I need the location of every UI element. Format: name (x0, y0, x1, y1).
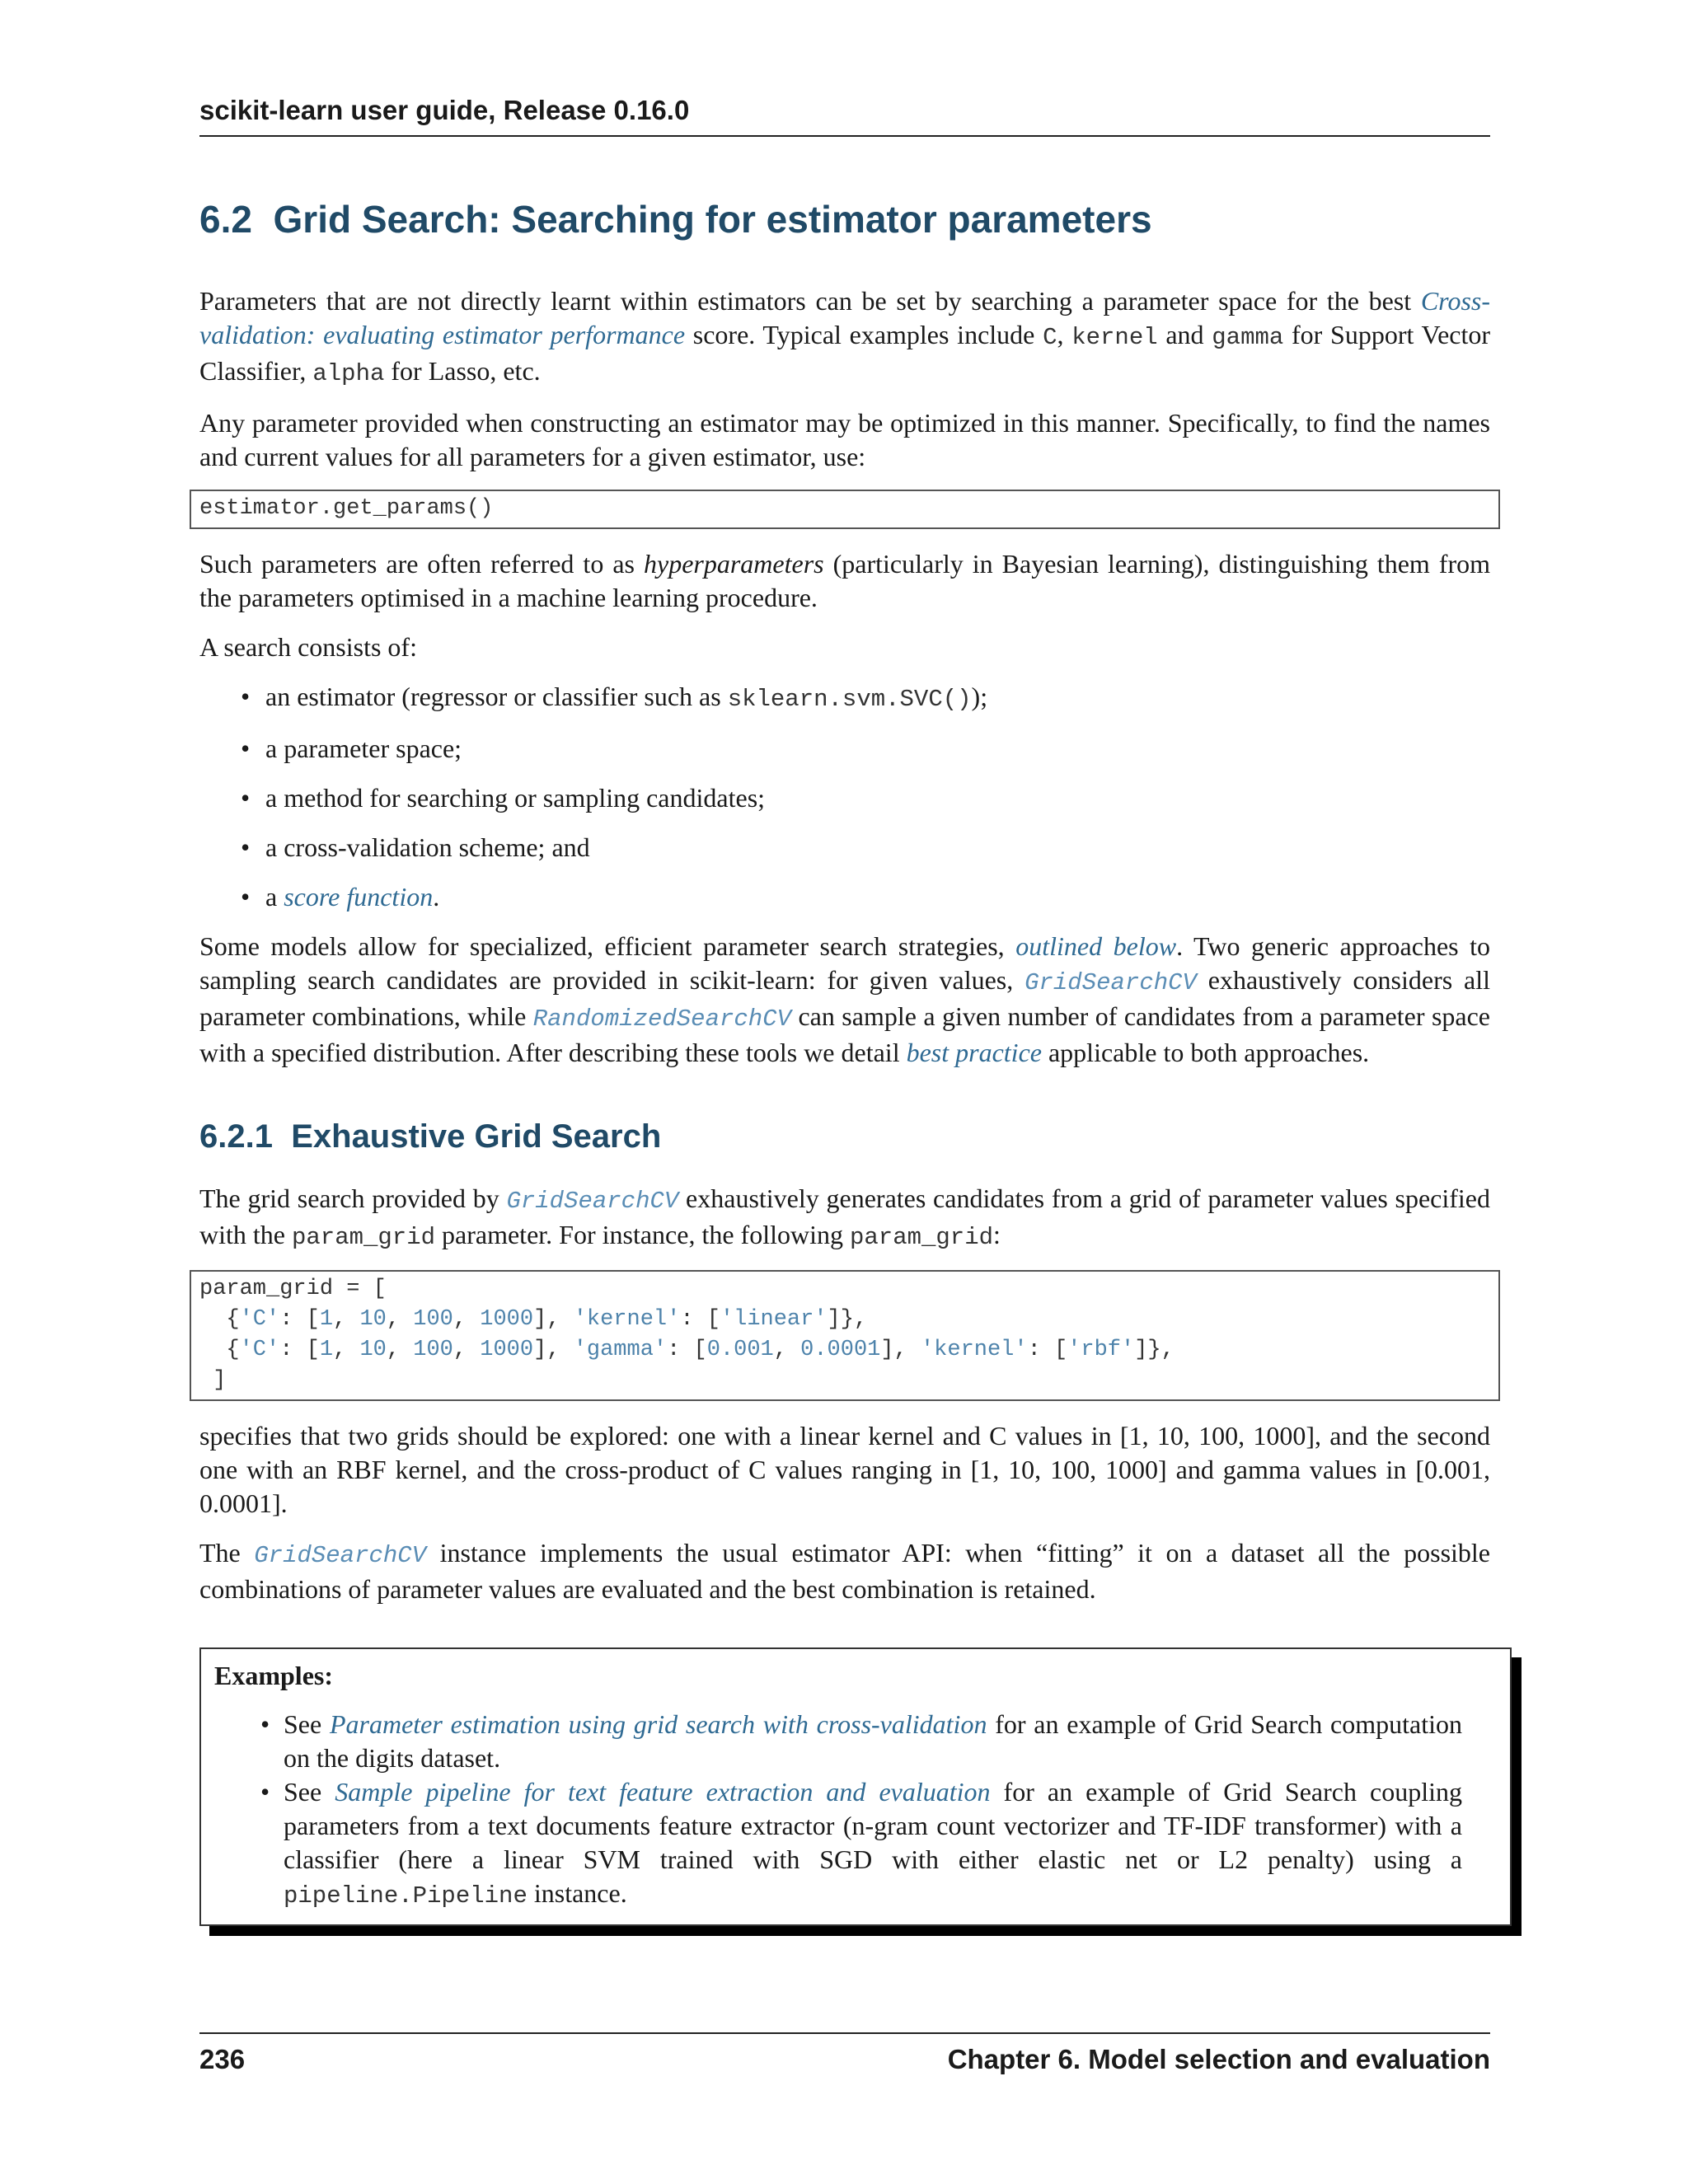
grids-explanation-paragraph: specifies that two grids should be explored: one with a linear kernel and C values in [1, 10, 100, 1000], and the second one with an RBF kernel, and the cross-product of C values ranging in [1, 10, 100, 1000] and gamma values in [0.001, 0.0001]. (199, 1421, 1490, 1518)
list-item (265, 680, 1490, 716)
gridsearchcv-link[interactable]: GridSearchCV (1025, 969, 1197, 996)
subsection-number: 6.2.1 (199, 1118, 273, 1155)
intro-paragraph (199, 284, 1490, 391)
text: . Two generic approaches to sampling search candidates are provided in scikit-learn: for given values, (199, 931, 1491, 995)
score-function-link[interactable]: score function (284, 882, 434, 912)
text: and (1157, 320, 1212, 349)
page-content (199, 185, 1490, 1926)
text: See (284, 1709, 330, 1739)
text: Such parameters are often referred to as (199, 549, 644, 579)
text: , (1057, 320, 1072, 349)
text: applicable to both approaches. (1041, 1038, 1370, 1067)
grid-search-paragraph (199, 1182, 1490, 1254)
page-number: 236 (199, 2044, 246, 2074)
text: : (993, 1220, 1001, 1249)
text: Some models allow for specialized, efficient parameter search strategies, (199, 931, 1016, 961)
text: Parameters that are not directly learnt within estimators can be set by searching a parameter space for the best (199, 286, 1421, 316)
cross-validation-link[interactable]: Cross-validation: evaluating estimator performance (199, 286, 1490, 349)
running-header: scikit-learn user guide, Release 0.16.0 (199, 89, 1490, 137)
grid-search-example-link[interactable]: Parameter estimation using grid search with cross-validation (329, 1709, 987, 1739)
inline-code: pipeline.Pipeline (284, 1882, 528, 1910)
text: for Support Vector Classifier, (199, 320, 1491, 386)
text: instance implements the usual estimator API: when “fitting” it on a dataset all the possible combinations of parameter values are evaluated and the best combination is retained. (199, 1538, 1491, 1604)
section-number: 6.2 (199, 198, 252, 241)
examples-list (214, 1708, 1462, 1913)
section-title: Grid Search: Searching for estimator parameters (273, 198, 1152, 241)
section-heading (199, 195, 1490, 243)
text: score. Typical examples include (685, 320, 1043, 349)
examples-title: Examples: (214, 1661, 333, 1690)
list-item (284, 1775, 1462, 1913)
search-consists-paragraph: A search consists of: (199, 632, 417, 662)
list-item: • a parameter space; (265, 732, 1490, 766)
search-components-list (199, 680, 1490, 914)
inline-code: alpha (312, 360, 385, 387)
code-block-get-params: estimator.get_params() (190, 490, 1500, 529)
text: for an example of Grid Search coupling parameters from a text documents feature extractor (n-gram count vectorizer and TF-IDF transformer) with a classifier (here a linear SVM trained with SGD with either elastic net or L2 penalty) using a (284, 1777, 1463, 1874)
optimize-paragraph: Any parameter provided when constructing an estimator may be optimized in this manner. Specifically, to find the names and current values for all parameters for a given estimator, use: (199, 408, 1490, 471)
examples-box (199, 1647, 1512, 1926)
inline-code: kernel (1071, 324, 1158, 351)
inline-code: sklearn.svm.SVC() (727, 686, 972, 713)
pipeline-example-link[interactable]: Sample pipeline for text feature extraction and evaluation (335, 1777, 991, 1807)
text: for Lasso, etc. (384, 356, 541, 386)
text: The (199, 1538, 255, 1568)
text: (particularly in Bayesian learning), distinguishing them from the parameters optimised in a machine learning procedure. (199, 549, 1491, 612)
text: can sample a given number of candidates from a parameter space with a specified distribution. After describing these tools we detail (199, 1001, 1491, 1067)
text: See (284, 1777, 335, 1807)
gridsearchcv-link[interactable]: GridSearchCV (254, 1542, 427, 1569)
hyperparameters-paragraph (199, 547, 1490, 615)
gridsearchcv-link[interactable]: GridSearchCV (506, 1188, 679, 1215)
list-item (284, 1708, 1462, 1775)
inline-code: param_grid (849, 1224, 994, 1251)
list-item: • a cross-validation scheme; and (265, 831, 1490, 865)
code-block-param-grid: param_grid = [ {'C': [1, 10, 100, 1000], 'kernel': ['linear']}, {'C': [1, 10, 100, 1000], 'gamma': [0.001, 0.0001], 'kernel': ['rbf']}, ] (190, 1270, 1500, 1401)
text: instance. (527, 1878, 627, 1908)
outlined-below-link[interactable]: outlined below (1015, 931, 1177, 961)
emphasis: hyperparameters (643, 549, 824, 579)
text: an estimator (regressor or classifier such as (265, 682, 728, 711)
code-line: ] (199, 1368, 227, 1393)
text: for an example of Grid Search computation on the digits dataset. (284, 1709, 1463, 1773)
subsection-heading (199, 1116, 1490, 1157)
inline-code: param_grid (291, 1224, 436, 1251)
inline-code: gamma (1212, 324, 1284, 351)
list-item: • a method for searching or sampling candidates; (265, 781, 1490, 815)
text: The grid search provided by (199, 1183, 507, 1213)
text: . (433, 882, 440, 912)
randomizedsearchcv-link[interactable]: RandomizedSearchCV (532, 1005, 792, 1033)
text: ); (971, 682, 988, 711)
text: parameter. For instance, the following (435, 1220, 850, 1249)
approaches-paragraph (199, 930, 1490, 1070)
subsection-title: Exhaustive Grid Search (291, 1118, 662, 1155)
chapter-title: Chapter 6. Model selection and evaluation (947, 2044, 1490, 2074)
text: a (265, 882, 284, 912)
code-line: param_grid = [ (199, 1277, 387, 1301)
running-footer (199, 2032, 1490, 2079)
list-item (265, 880, 1490, 914)
text: exhaustively generates candidates from a grid of parameter values specified with the (199, 1183, 1491, 1249)
text: exhaustively considers all parameter combinations, while (199, 965, 1491, 1031)
inline-code: C (1043, 324, 1057, 351)
examples-content (199, 1647, 1512, 1926)
best-practice-link[interactable]: best practice (906, 1038, 1042, 1067)
estimator-api-paragraph (199, 1536, 1490, 1606)
